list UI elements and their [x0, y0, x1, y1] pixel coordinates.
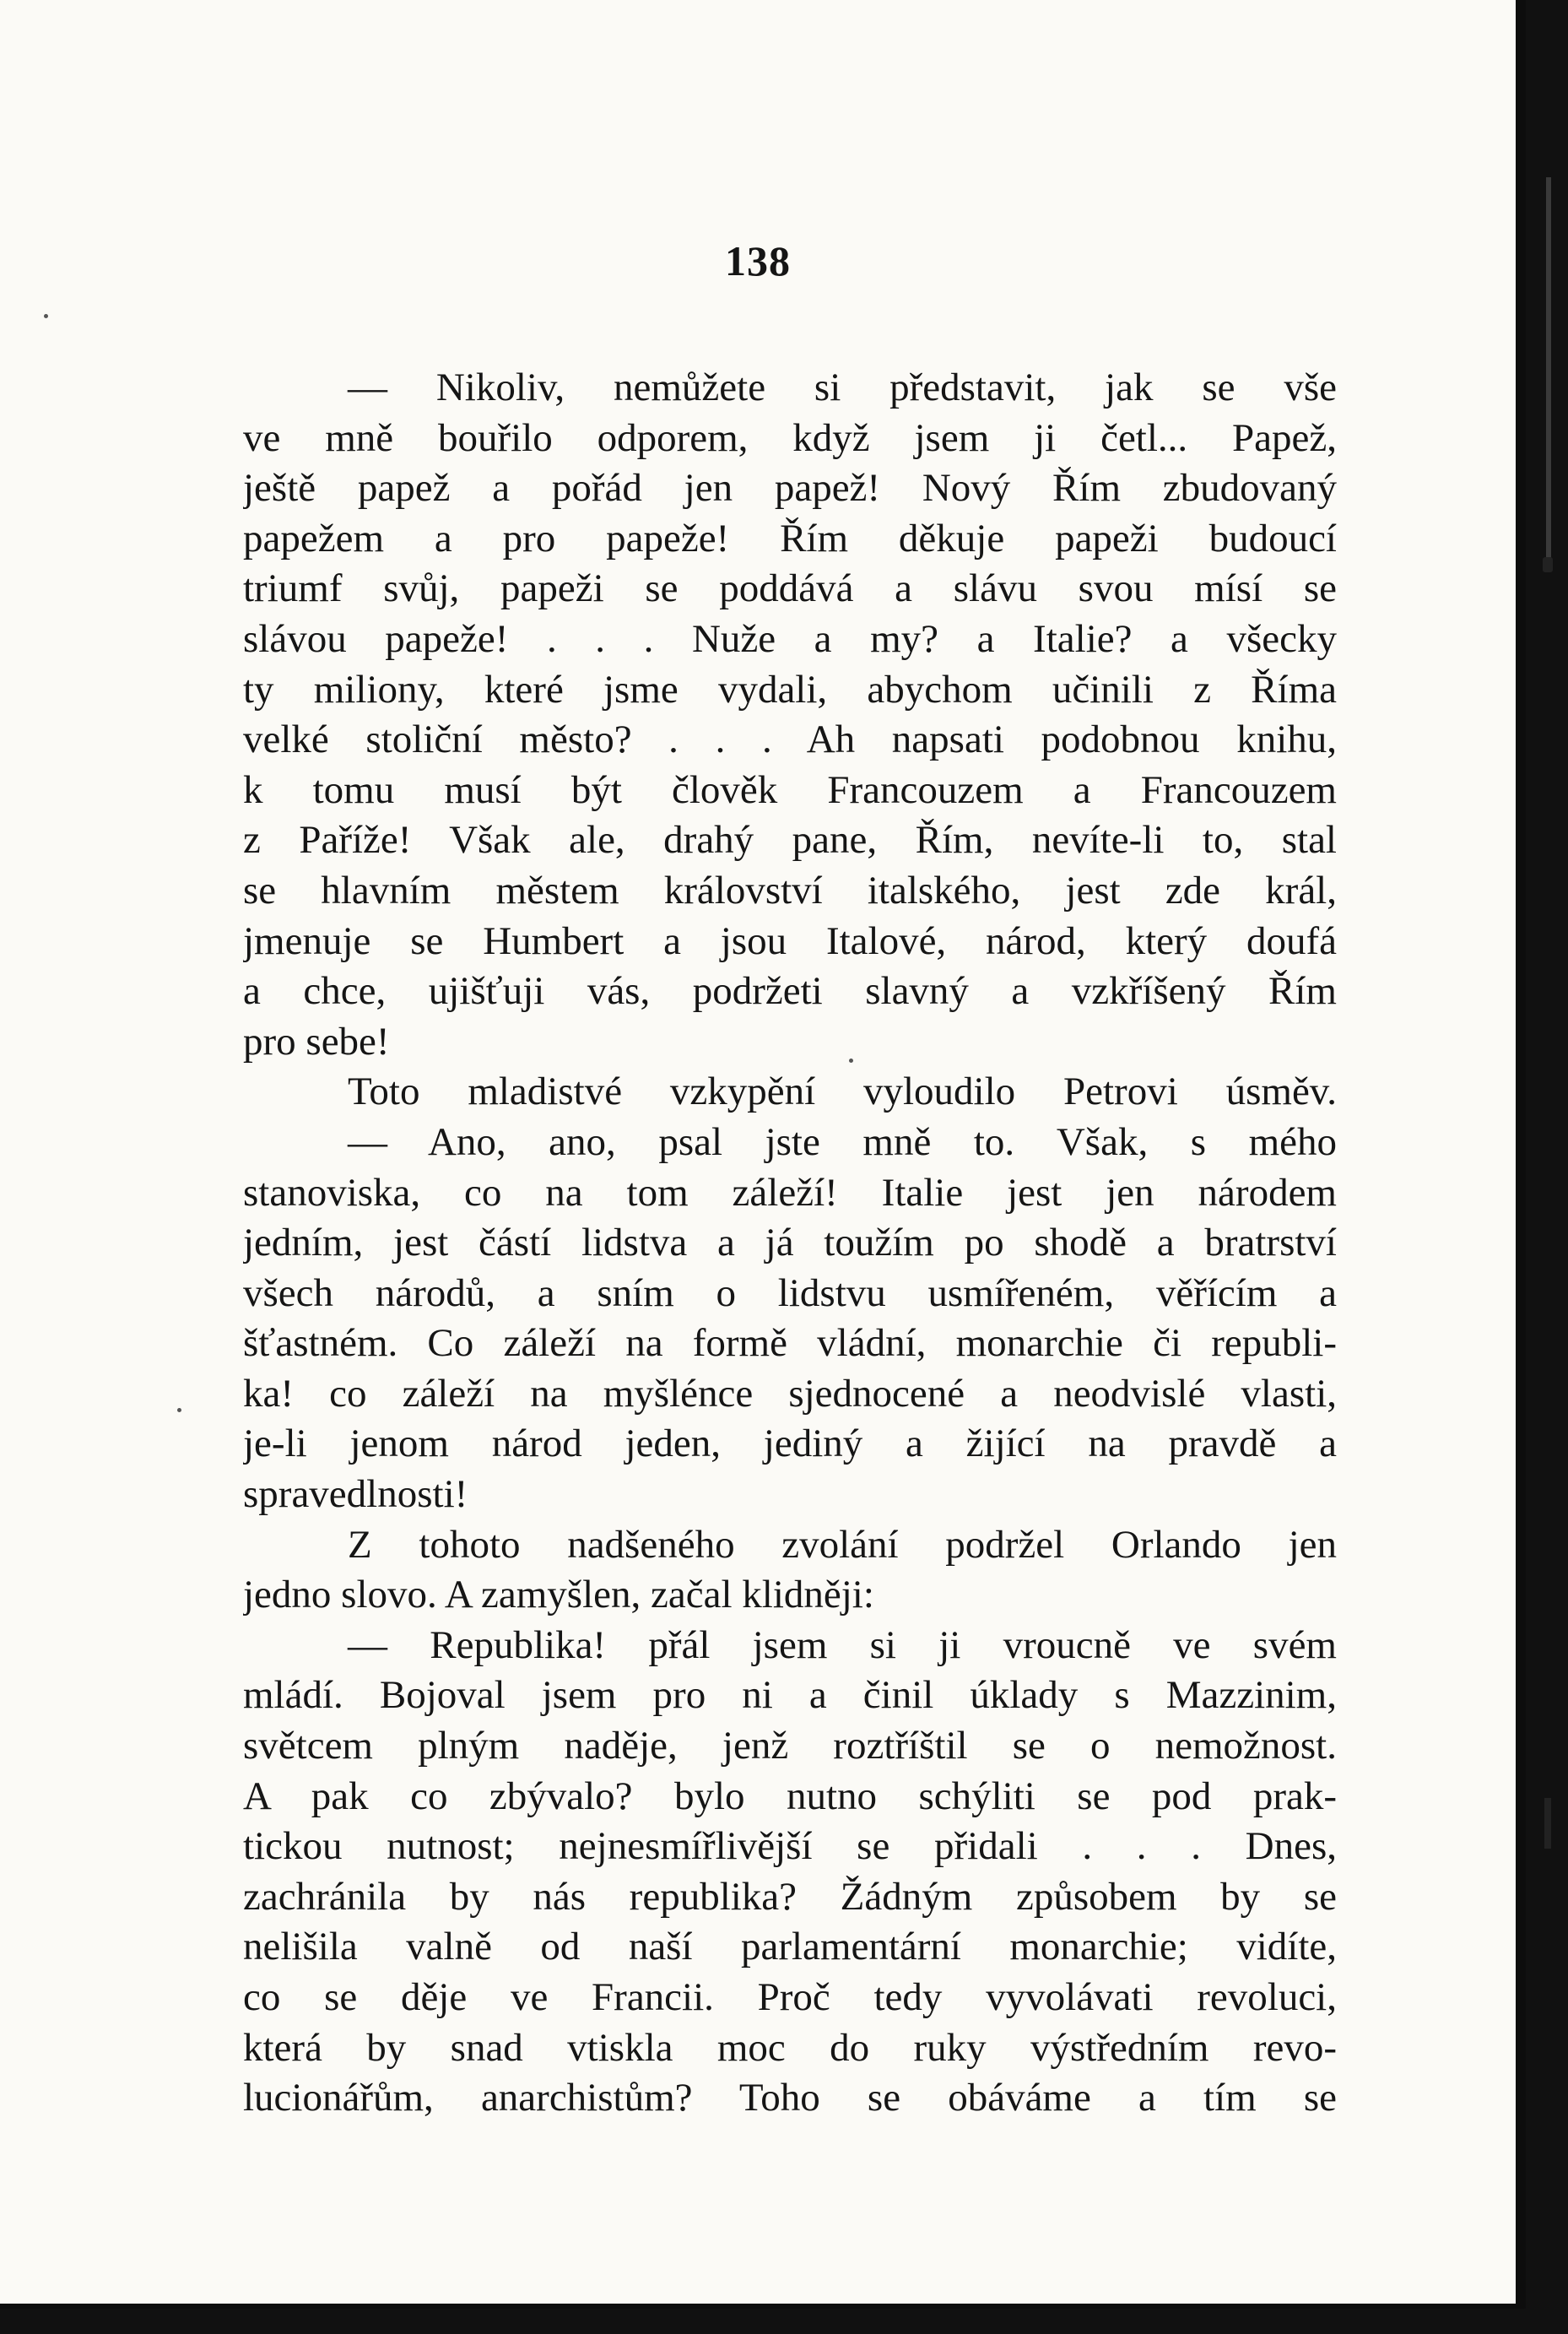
text-line: k tomu musí být člověk Francouzem a Francouzem: [243, 767, 1337, 812]
text-line: lucionářům, anarchistům? Toho se obáváme a tím se: [243, 2076, 1337, 2120]
text-line: je-li jenom národ jeden, jediný a žijící na pravdě a: [243, 1422, 1337, 1466]
text-line: všech národů, a sním o lidstvu usmířeném, věřícím a: [243, 1270, 1337, 1315]
text-line: velké stoliční město? . . . Ah napsati podobnou knihu,: [243, 718, 1337, 762]
text-line: tickou nutnost; nejnesmířlivější se přidali . . . Dnes,: [243, 1824, 1337, 1869]
text-line: jmenuje se Humbert a jsou Italové, národ, který doufá: [243, 918, 1337, 963]
text-line: — Nikoliv, nemůžete si představit, jak se vše: [348, 366, 1337, 409]
text-line: jedno slovo. A zamyšlen, začal klidněji:: [243, 1573, 874, 1617]
text-line: světcem plným naděje, jenž roztříštil se o nemožnost.: [243, 1724, 1337, 1768]
text-line: — Republika! přál jsem si ji vroucně ve svém: [348, 1622, 1337, 1667]
text-line: papežem a pro papeže! Řím děkuje papeži budoucí: [243, 516, 1337, 560]
text-line: A pak co zbývalo? bylo nutno schýliti se pod prak-: [243, 1774, 1337, 1818]
text-line: Z tohoto nadšeného zvolání podržel Orlando jen: [348, 1522, 1337, 1567]
text-line: Toto mladistvé vzkypění vyloudilo Petrovi úsměv.: [348, 1070, 1337, 1114]
paper-speck: [849, 1059, 853, 1063]
body-text: [243, 363, 1337, 2124]
text-line: slávou papeže! . . . Nuže a my? a Italie? a všecky: [243, 616, 1337, 661]
scan-edge-mark: [1546, 177, 1551, 566]
page-number: 138: [725, 237, 791, 284]
paper-speck: [177, 1408, 181, 1412]
text-line: ty miliony, které jsme vydali, abychom učinili z Říma: [243, 667, 1337, 712]
text-line: šťastném. Co záleží na formě vládní, monarchie či republi-: [243, 1321, 1337, 1366]
text-line: stanoviska, co na tom záleží! Italie jest jen národem: [243, 1170, 1337, 1215]
text-line: se hlavním městem království italského, jest zde král,: [243, 868, 1337, 912]
text-line: mládí. Bojoval jsem pro ni a činil úklady s Mazzinim,: [243, 1673, 1337, 1718]
text-line: která by snad vtiskla moc do ruky výstředním revo-: [243, 2025, 1337, 2070]
text-line: jedním, jest částí lidstva a já toužím po shodě a bratrství: [243, 1221, 1337, 1265]
text-line: a chce, ujišťuji vás, podržeti slavný a vzkříšený Řím: [243, 969, 1337, 1014]
text-line: — Ano, ano, psal jste mně to. Však, s mého: [348, 1119, 1337, 1164]
text-line: spravedlnosti!: [243, 1472, 468, 1517]
text-line: zachránila by nás republika? Žádným způsobem by se: [243, 1874, 1337, 1919]
text-line: ka! co záleží na myšlénce sjednocené a neodvislé vlasti,: [243, 1371, 1337, 1416]
paper-speck: [44, 314, 48, 318]
text-line: nelišila valně od naší parlamentární monarchie; vidíte,: [243, 1925, 1337, 1969]
text-line: ve mně bouřilo odporem, když jsem ji četl... Papež,: [243, 415, 1337, 460]
text-line: triumf svůj, papeži se poddává a slávu svou mísí se: [243, 566, 1337, 611]
text-line: z Paříže! Však ale, drahý pane, Řím, nevíte-li to, stal: [243, 818, 1337, 863]
text-line: co se děje ve Francii. Proč tedy vyvolávati revoluci,: [243, 1975, 1337, 2019]
scan-edge-mark-lower: [1544, 1798, 1551, 1849]
scan-edge-blot: [1543, 557, 1553, 572]
text-line: pro sebe!: [243, 1019, 390, 1064]
text-line: ještě papež a pořád jen papež! Nový Řím zbudovaný: [243, 466, 1337, 511]
